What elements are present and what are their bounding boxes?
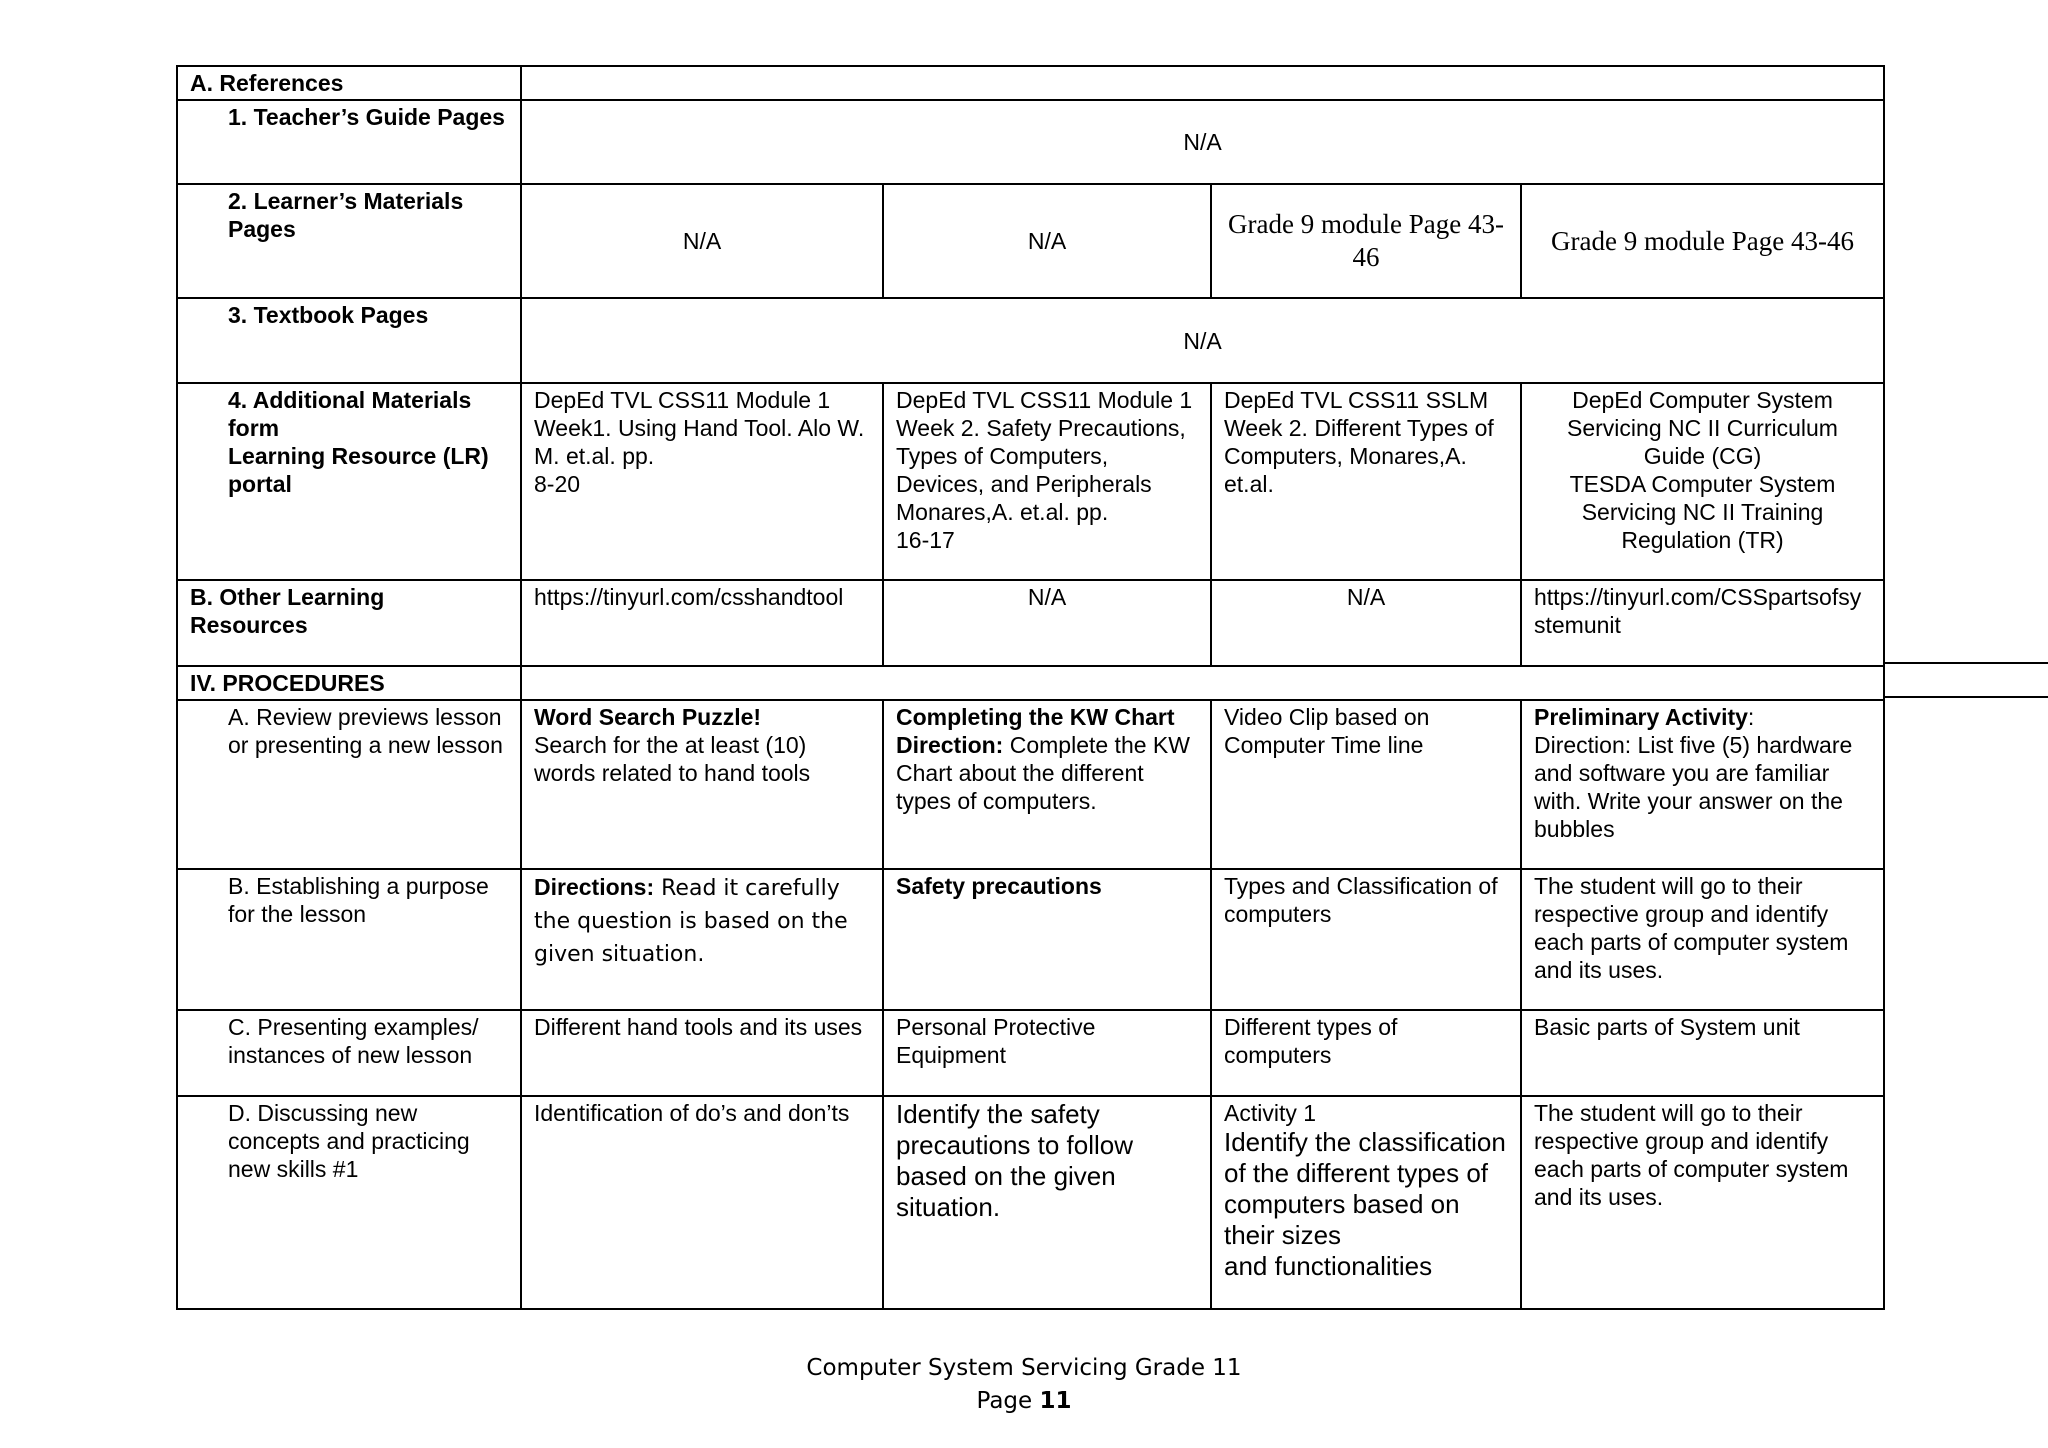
additional-materials-label: 4. Additional Materials form Learning Resource (LR) portal bbox=[177, 383, 521, 580]
additional-materials-day3: DepEd TVL CSS11 SSLM Week 2. Different Types of Computers, Monares,A. et.al. bbox=[1211, 383, 1521, 580]
procedure-b-row bbox=[177, 869, 1884, 1010]
procedure-c-day1: Different hand tools and its uses bbox=[521, 1010, 883, 1096]
learners-materials-label: 2. Learner’s Materials Pages bbox=[177, 184, 521, 298]
learners-materials-row bbox=[177, 184, 1884, 298]
procedure-d-day1: Identification of do’s and don’ts bbox=[521, 1096, 883, 1309]
procedure-b-day1: Directions: Read it carefully the question is based on the given situation. bbox=[521, 869, 883, 1010]
procedure-d-day4: The student will go to their respective group and identify each parts of computer system and its uses. bbox=[1521, 1096, 1884, 1309]
additional-materials-row bbox=[177, 383, 1884, 580]
additional-materials-day4: DepEd Computer System Servicing NC II Curriculum Guide (CG) TESDA Computer System Servicing NC II Training Regulation (TR) bbox=[1521, 383, 1884, 580]
lesson-plan-table bbox=[176, 65, 1885, 1310]
textbook-row bbox=[177, 298, 1884, 383]
other-resources-link-day4[interactable]: https://tinyurl.com/CSSpartsofsystemunit bbox=[1521, 580, 1884, 666]
other-resources-row bbox=[177, 580, 1884, 666]
other-resources-day2: N/A bbox=[883, 580, 1211, 666]
references-row bbox=[177, 66, 1884, 100]
teachers-guide-row bbox=[177, 100, 1884, 184]
learners-materials-day3: Grade 9 module Page 43-46 bbox=[1211, 184, 1521, 298]
textbook-label: 3. Textbook Pages bbox=[177, 298, 521, 383]
textbook-value: N/A bbox=[521, 298, 1884, 383]
procedure-a-day4: Preliminary Activity: Direction: List five (5) hardware and software you are familiar with. Write your answer on the bubbles bbox=[1521, 700, 1884, 869]
footer-title: Computer System Servicing Grade 11 bbox=[806, 1355, 1242, 1381]
other-resources-link-day1[interactable]: https://tinyurl.com/csshandtool bbox=[521, 580, 883, 666]
procedure-b-day3: Types and Classification of computers bbox=[1211, 869, 1521, 1010]
procedures-header: IV. PROCEDURES bbox=[177, 666, 521, 700]
additional-materials-day1: DepEd TVL CSS11 Module 1 Week1. Using Hand Tool. Alo W. M. et.al. pp. 8-20 bbox=[521, 383, 883, 580]
procedure-c-day2: Personal Protective Equipment bbox=[883, 1010, 1211, 1096]
procedure-a-day1: Word Search Puzzle! Search for the at least (10) words related to hand tools bbox=[521, 700, 883, 869]
learners-materials-day4: Grade 9 module Page 43-46 bbox=[1521, 184, 1884, 298]
table-extension-line-top bbox=[1883, 662, 2048, 664]
procedure-d-row bbox=[177, 1096, 1884, 1309]
other-resources-day3: N/A bbox=[1211, 580, 1521, 666]
references-header: A. References bbox=[177, 66, 521, 100]
procedure-a-row bbox=[177, 700, 1884, 869]
references-blank-cell bbox=[521, 66, 1884, 100]
other-resources-label: B. Other Learning Resources bbox=[177, 580, 521, 666]
procedure-b-label: B. Establishing a purpose for the lesson bbox=[177, 869, 521, 1010]
procedure-d-day3: Activity 1 Identify the classification of the different types of computers based on their sizes and functionalities bbox=[1211, 1096, 1521, 1309]
procedure-a-day2: Completing the KW Chart Direction: Complete the KW Chart about the different types of computers. bbox=[883, 700, 1211, 869]
procedures-header-row bbox=[177, 666, 1884, 700]
procedure-b-day4: The student will go to their respective group and identify each parts of computer system and its uses. bbox=[1521, 869, 1884, 1010]
procedure-d-label: D. Discussing new concepts and practicing new skills #1 bbox=[177, 1096, 521, 1309]
procedure-a-day3: Video Clip based on Computer Time line bbox=[1211, 700, 1521, 869]
procedure-c-row bbox=[177, 1010, 1884, 1096]
teachers-guide-value: N/A bbox=[521, 100, 1884, 184]
procedure-d-day2: Identify the safety precautions to follow based on the given situation. bbox=[883, 1096, 1211, 1309]
learners-materials-day2: N/A bbox=[883, 184, 1211, 298]
procedure-c-label: C. Presenting examples/ instances of new lesson bbox=[177, 1010, 521, 1096]
procedure-a-label: A. Review previews lesson or presenting a new lesson bbox=[177, 700, 521, 869]
footer-page: Page 11 bbox=[976, 1388, 1072, 1414]
procedure-c-day3: Different types of computers bbox=[1211, 1010, 1521, 1096]
procedure-b-day2: Safety precautions bbox=[883, 869, 1211, 1010]
additional-materials-day2: DepEd TVL CSS11 Module 1 Week 2. Safety Precautions, Types of Computers, Devices, and Peripherals Monares,A. et.al. pp. 16-17 bbox=[883, 383, 1211, 580]
procedure-c-day4: Basic parts of System unit bbox=[1521, 1010, 1884, 1096]
page-number: 11 bbox=[1039, 1388, 1072, 1414]
learners-materials-day1: N/A bbox=[521, 184, 883, 298]
table-extension-line-bottom bbox=[1883, 696, 2048, 698]
teachers-guide-label: 1. Teacher’s Guide Pages bbox=[177, 100, 521, 184]
procedures-blank-cell bbox=[521, 666, 1884, 700]
